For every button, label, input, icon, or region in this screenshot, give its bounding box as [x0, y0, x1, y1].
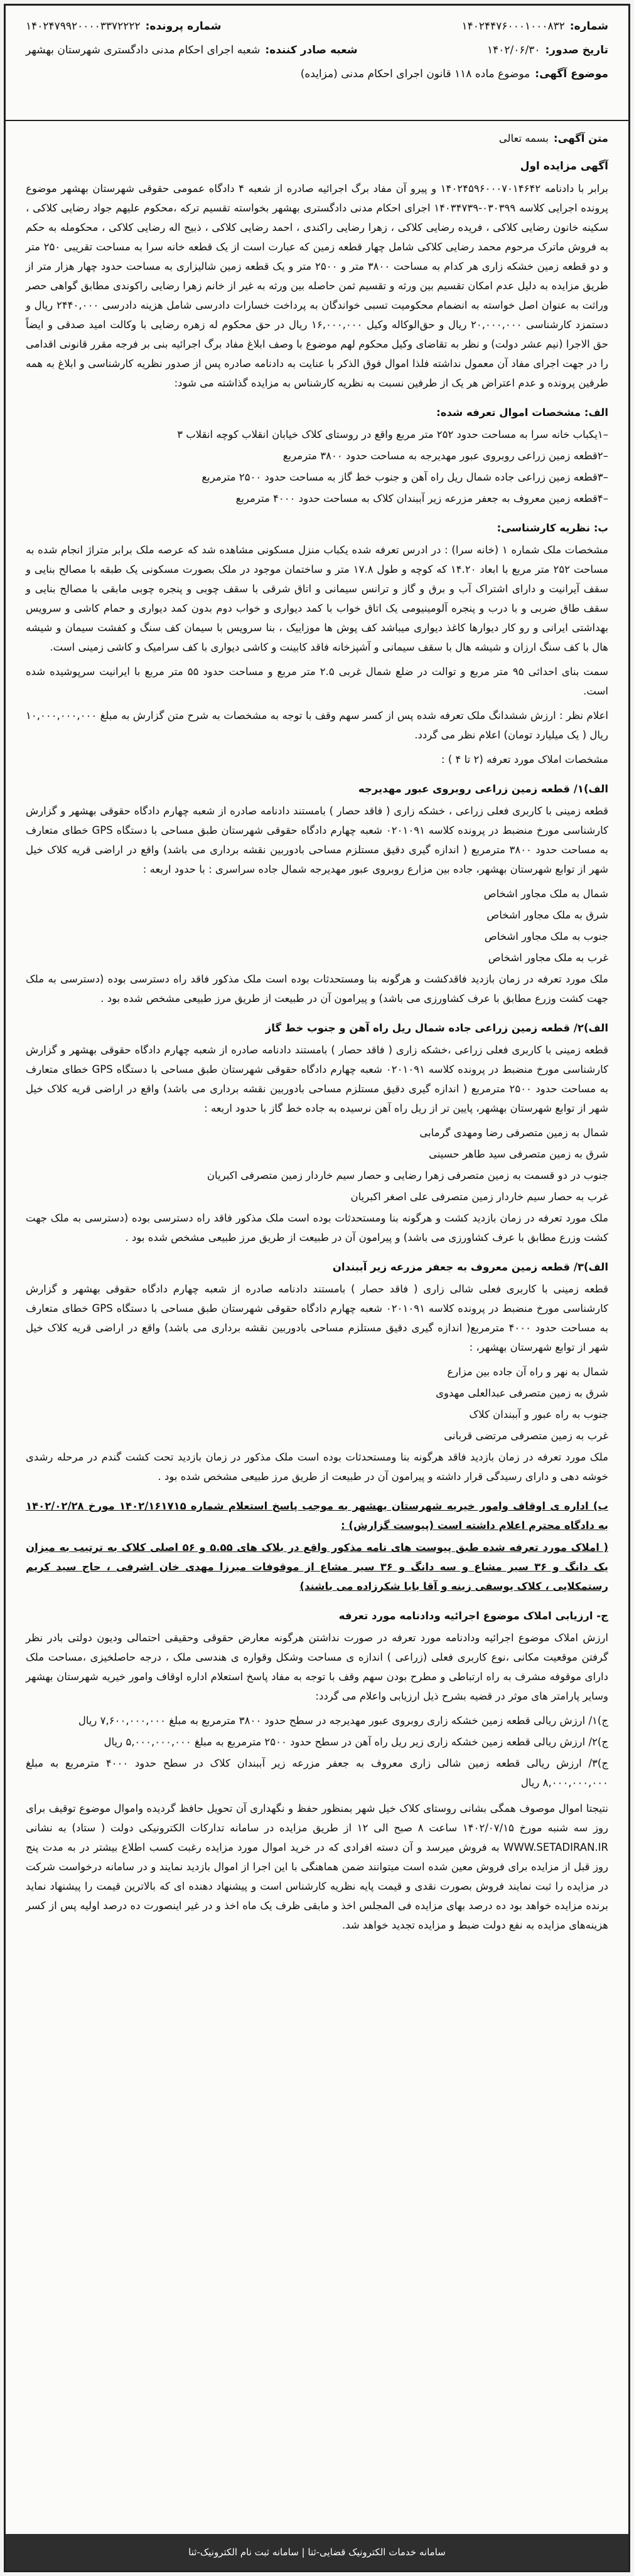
issue-date — [487, 38, 608, 62]
doc-number — [462, 14, 608, 38]
header-row-1 — [26, 14, 608, 38]
header-row-3 — [26, 62, 608, 86]
text-label: متن آگهی: — [554, 132, 608, 144]
valuation-item: ج)۱/ ارزش ریالی قطعه زمین خشکه زاری روبروی عبور مهدیرجه در سطح حدود ۳۸۰۰ مترمربع به مبلغ ۷,۶۰۰,۰۰۰,۰۰۰ ریال — [78, 1715, 608, 1727]
issuer-label: شعبه صادر کننده: — [265, 44, 358, 56]
plot-4-title: الف)۳/ قطعه زمین معروف به جعفر مزرعه زیر آببندان — [332, 1261, 608, 1273]
plot-3-description: قطعه زمینی با کاربری فعلی زراعی ،خشکه زاری ( فاقد حصار ) بامستند دادنامه صادره از شعبه چهارم دادگاه حقوقی بهشهر و گزارش کارشناسی مورخ منضبط در پرونده کلاسه ۰۲۰۱۰۹۱ شعبه چهارم دادگاه حقوقی شهرستان طبق مساحی با دستگاه GPS خطای متعارف به مساحت حدود ۲۵۰۰ مترمربع ( اندازه گیری دقیق مستلزم مساحی بادوربین نقشه برداری می باشد) واقع در اراضی قریه کلاک خیل شهر از توابع شهرستان بهشهر، پایین تر از ریل راه آهن نرسیده به جاده خط گاز با حدود اربعه : — [26, 1044, 609, 1114]
plot-4-boundary: شرق به زمین متصرفی عبدالعلی مهدوی — [436, 1387, 608, 1399]
notice-heading: آگهی مزایده اول — [520, 160, 608, 173]
notice-header — [6, 6, 628, 120]
plot-3-note: ملک مورد تعرفه در زمان بازدید کشت و هرگونه بنا ومستحدثات بوده است ملک مذکور فاقد راه دسترسی بوده (دسترسی به ملک جهت کشت وزرع مطابق با عرف کشاورزی می باشد) و پیرامون آن در طبیعت از طریق مرز طبیعی مشخص شده بود . — [26, 1212, 608, 1243]
issue-date-value: ۱۴۰۲/۰۶/۳۰ — [486, 44, 540, 56]
case-number-label: شماره پرونده: — [145, 20, 222, 33]
plot-3-title: الف)۲/ قطعه زمین زراعی جاده شمال ریل راه آهن و جنوب خط گاز — [265, 1022, 608, 1034]
section-a-item: –۱یکباب خانه سرا به مساحت حدود ۲۵۲ متر مربع واقع در روستای کلاک خیابان انقلاب کوچه انقلاب ۳ — [177, 428, 608, 440]
case-number-value: ۱۴۰۲۴۷۹۹۲۰۰۰۰۳۳۷۲۲۲۲ — [26, 20, 141, 33]
plot-3-boundary: جنوب در دو قسمت به زمین متصرفی زهرا رضایی و حصار سیم خاردار زمین متصرفی اکبریان — [207, 1169, 608, 1181]
plot-3-boundary: شرق به زمین متصرفی سید طاهر حسینی — [429, 1148, 608, 1160]
footer-text: سامانه خدمات الکترونیک قضایی-ثنا | سامانه ثبت نام الکترونیک-ثنا — [188, 2547, 446, 2558]
text-label-row — [26, 129, 608, 148]
plot-4-boundary: غرب به زمین متصرفی مرتضی قربانی — [444, 1430, 608, 1442]
section-c-paragraph: ارزش املاک موضوع اجرائیه ودادنامه مورد تعرفه در صورت نداشتن هرگونه معارض حقوقی وحقیقی احتمالی ودیون دولتی بادر نظر گرفتن موقعیت مکانی ،نوع کاربری فعلی (زراعی ) اندازه ی مساحت وشکل وقواره ی هندسی ملک ، درجه حاصلخیزی ،مساحت ملک دارای موقوفه مشرف به راه ارتباطی و مطرح بودن سهم وقف با توجه به مفاد پاسخ استعلام اداره اوقاف وامور خیریه شهرستان بهشهر وسایر پارامتر های موثر در قضیه بشرح ذیل ارزیابی واعلام می گردد: — [26, 1632, 608, 1702]
doc-number-value: ۱۴۰۲۴۴۷۶۰۰۰۱۰۰۰۸۳۲ — [461, 20, 565, 33]
plot-2-boundary: شمال به ملک مجاور اشخاص — [483, 888, 608, 900]
header-divider — [6, 120, 628, 121]
valuation-item: ج)۲/ ارزش ریالی قطعه زمین خشکه زاری زیر ریل راه آهن در سطح حدود ۲۵۰۰ مترمربع به مبلغ ۵,۰۰۰,۰۰۰,۰۰۰ ریال — [104, 1736, 608, 1748]
subject-label: موضوع آگهی: — [535, 68, 608, 80]
doc-number-label: شماره: — [569, 20, 608, 33]
section-a-item: –۴قطعه زمین معروف به جعفر مزرعه زیر آببندان کلاک به مساحت حدود ۴۰۰۰ مترمربع — [235, 492, 608, 504]
notice-page — [4, 4, 630, 2572]
waqf-section-title: ب) اداره ی اوقاف وامور خیریه شهرستان بهشهر به موجب پاسخ استعلام شماره ۱۴۰۲/۱۶۱۷۱۵ مورخ ۱۴۰۲/۰۲/۲۸ به دادگاه محترم اعلام داشته است (پیوست گزارش) : — [26, 1500, 608, 1531]
case-number — [26, 14, 221, 38]
issue-date-label: تاریخ صدور: — [545, 44, 608, 56]
plot-3-boundary: غرب به حصار سیم خاردار زمین متصرفی علی اصغر اکبریان — [350, 1191, 608, 1203]
section-b-paragraph: اعلام نظر : ارزش ششدانگ ملک تعرفه شده پس از کسر سهم وقف با توجه به مشخصات به شرح متن گزارش به مبلغ ۱۰,۰۰۰,۰۰۰,۰۰۰ ریال ( یک میلیارد تومان) اعلام نظر می گردد. — [26, 710, 608, 741]
issuer-value: شعبه اجرای احکام مدنی دادگستری شهرستان بهشهر — [26, 44, 261, 56]
plot-2-title: الف)۱/ قطعه زمین زراعی روبروی عبور مهدیرجه — [358, 783, 608, 795]
footer-bar — [6, 2534, 628, 2570]
plot-4-description: قطعه زمینی با کاربری فعلی شالی زاری ( فاقد حصار ) بامستند دادنامه صادره از شعبه چهارم دادگاه حقوقی بهشهر و گزارش کارشناسی مورخ منضبط در پرونده کلاسه ۰۲۰۱۰۹۱ شعبه چهارم دادگاه حقوقی شهرستان طبق مساحی با دستگاه GPS خطای متعارف به مساحت حدود ۴۰۰۰ مترمربع( اندازه گیری دقیق مستلزم مساحی بادوربین نقشه برداری می باشد) واقع در اراضی قریه کلاک خیل شهر از توابع شهرستان بهشهر، : — [26, 1283, 609, 1353]
section-a-item: –۲قطعه زمین زراعی روبروی عبور مهدیرجه به مساحت حدود ۳۸۰۰ مترمربع — [282, 450, 608, 462]
valuation-item: ج)۳/ ارزش ریالی قطعه زمین شالی زاری معروف به جعفر مزرعه زیر آببندان کلاک در سطح حدود ۴۰۰۰ مترمربع به مبلغ ۸,۰۰۰,۰۰۰,۰۰۰ ریال — [26, 1757, 608, 1789]
plot-2-boundary: غرب به ملک مجاور اشخاص — [488, 952, 608, 964]
section-b-title: ب: نظریه کارشناسی: — [497, 522, 608, 534]
subject — [301, 62, 608, 86]
text-value: بسمه تعالی — [498, 132, 549, 144]
plot-4-boundary: شمال به نهر و راه آن جاده بین مزارع — [447, 1366, 608, 1378]
plot-2-boundary: جنوب به ملک مجاور اشخاص — [484, 930, 608, 942]
waqf-section-text: ( املاک مورد تعرفه شده طبق پیوست های نامه مذکور واقع در بلاک های ۵.۵۵ و ۵۶ اصلی کلاک به ترتیب به میزان یک دانگ و ۳۶ سیر مشاع و سه دانگ و ۳۶ سیر مشاع از موقوفات میرزا مهدی خان اشرفی ، حاج سید کریم رستمکلایی ، کلاک یوسفی زینه و آقا بابا شکرزاده می باشند) — [26, 1541, 609, 1592]
plot-4-boundary: جنوب به راه عبور و آببندان کلاک — [469, 1408, 608, 1420]
plot-4-note: ملک مورد تعرفه در زمان بازدید فاقد هرگونه بنا ومستحدثات بوده است ملک مذکور در زمان بازدید تحت کشت گندم در مرحله رشدی خوشه دهی و دارای رسیدگی قرار داشته و پیرامون آن در طبیعت از طریق مرز طبیعی مشخص شده بود . — [26, 1451, 608, 1482]
section-a-item: –۳قطعه زمین زراعی جاده شمال ریل راه آهن و جنوب خط گاز به مساحت حدود ۲۵۰۰ مترمربع — [201, 471, 608, 483]
plot-2-description: قطعه زمینی با کاربری فعلی زراعی ، خشکه زاری ( فاقد حصار ) بامستند دادنامه صادره از شعبه چهارم دادگاه حقوقی بهشهر و گزارش کارشناسی مورخ منضبط در پرونده کلاسه ۰۲۰۱۰۹۱ شعبه چهارم دادگاه حقوقی شهرستان طبق مساحی با دستگاه GPS خطای متعارف به مساحت حدود ۳۸۰۰ مترمربع ( اندازه گیری دقیق مستلزم مساحی بادوربین نقشه برداری می باشد) واقع در اراضی قریه کلاک خیل شهر از توابع شهرستان بهشهر، جاده بین مزارع روبروی عبور مهدیرجه شمال جاده سراسری : با حدود اربعه : — [26, 805, 609, 875]
closing-paragraph: نتیجتا اموال موصوف همگی بشانی روستای کلاک خیل شهر بمنظور حفظ و نگهداری آن تحویل حافظ گردیده واموال موضوع توقیف برای روز سه شنبه مورخ ۱۴۰۲/۰۷/۱۵ ساعت ۸ صبح الی ۱۲ از طریق مزایده در سامانه تدارکات الکترونیکی دولت ( ستاد) به نشانی WWW.SETADIRAN.IR به فروش میرسد و آن دسته افرادی که در خرید اموال مورد مزایده رغبت کسب اطلاع بیشتر در به مدت پنج روز قبل از مزایده برای فروش معین شده است میتوانند ضمن هماهنگی با این اجرا از اموال بازدید نمایند و در سامانه درخواست شرکت در مزایده را ثبت نمایند فروش بصورت نقدی و قیمت پایه نظریه کارشناس است و پیشنهاد دهنده ای که بالاترین قیمت را پیشنهاد نماید برنده مزایده خواهد بود ده درصد بهای مزایده فی المجلس اخذ و مابقی ظرف یک ماه اخذ و در غیر اینصورت ده درصد اولیه پس از کسر هزینه‌های مزایده به نفع دولت ضبط و مزایده تجدید خواهد شد. — [26, 1802, 608, 1931]
section-b-paragraph: سمت بنای احداثی ۹۵ متر مربع و توالت در ضلع شمال غربی ۲.۵ متر مربع و مساحت حدود ۵۵ متر مربع با ایرانیت سرپوشیده شده است. — [26, 666, 608, 697]
issuer — [26, 38, 358, 62]
plot-2-note: ملک مورد تعرفه در زمان بازدید فاقدکشت و هرگونه بنا ومستحدثات بوده است ملک مذکور فاقد راه دسترسی بوده (دسترسی به ملک جهت کشت وزرع مطابق با عرف کشاورزی می باشد) و پیرامون آن در طبیعت از طریق مرز طبیعی مشخص شده بود . — [26, 973, 608, 1004]
header-row-2 — [26, 38, 608, 62]
section-b-paragraph: مشخصات املاک مورد تعرفه (۲ تا ۴ ) : — [441, 753, 608, 765]
plot-3-boundary: شمال به زمین متصرفی رضا ومهدی گرمابی — [419, 1127, 608, 1139]
intro-paragraph: برابر با دادنامه ۱۴۰۲۴۵۹۶۰۰۰۷۰۱۴۶۴۲ و پیرو آن مفاد برگ اجرائیه صادره از شعبه ۴ دادگاه عمومی حقوقی شهرستان بهشهر موضوع پرونده اجرایی کلاسه ۰۳۰۳۹۹-۱۴۰۳۴۷۳۹ اجرای احکام مدنی دادگستری بهشهر بخواسته تقسیم ترکه ،محکوم علیهم جواد رضایی کلاکی ، سکینه خانون رضایی کلاکی ، فریده رضایی کلاکی ، زهرا رضایی راکندی ، احمد رضایی کلاکی ، ذبیح اله رضایی کلاکی ، محکومله به حکم به فروش ماترک مرحوم محمد رضایی کلاکی شامل چهار قطعه زمین که عبارت است از یک قطعه خانه سرا به مساحت تقریبی ۲۵۰ متر و دو قطعه زمین خشکه زاری هر کدام به مساحت ۳۸۰۰ متر و ۲۵۰۰ متر و یک قطعه زمین شالیزاری به مساحت حدود چهار هزار متر از طریق مزایده به دلیل عدم امکان تقسیم بین ورثه و تقسیم ثمن حاصله بین ورثه به غیر از خانم زهرا رضایی راکوندی مطابق گواهی حصر وراثت به عنوان اصل خواسته به انضمام محکومیت تسبی خواندگان به پرداخت خسارات دادرسی شامل هزینه دادرسی ۲۴۴۰,۰۰۰ ریال و دستمزد کارشناسی ۲۰,۰۰۰,۰۰۰ ریال و حق‌الوکاله وکیل ۱۶,۰۰۰,۰۰۰ ریال در حق محکوم له زهره رضایی با وکالت امید صدقی و ایضاً حق الاجرا (نیم عشر دولت) و نظر به تقاضای وکیل محکوم لهم موضوع با وصف ابلاغ مفاد برگ اجرائیه بنی بر فرجه مقرر قانونی اقدامی را در جهت اجرای مفاد آن معمول نداشته فلذا اموال فوق الذکر با عنایت به دادنامه صادره پس از صدور نظریه کارشناسی و ابلاغ به همه طرفین پرونده و عدم اعتراض هر یک از طرفین نسبت به نظریه کارشناس به مزایده گذاشته می شود: — [26, 183, 608, 389]
plot-2-boundary: شرق به ملک مجاور اشخاص — [486, 909, 608, 921]
notice-body — [26, 129, 608, 2526]
section-c-title: ج- ارزیابی املاک موضوع اجرائیه ودادنامه مورد تعرفه — [338, 1610, 608, 1622]
subject-value: موضوع ماده ۱۱۸ قانون اجرای احکام مدنی (مزایده) — [300, 68, 530, 80]
section-a-title: الف: مشخصات اموال تعرفه شده: — [436, 407, 608, 418]
section-b-paragraph: مشخصات ملک شماره ۱ (خانه سرا) : در ادرس تعرفه شده یکباب منزل مسکونی مشاهده شد که عرصه ملک برابر متراژ انجام شده به مساحت ۲۵۲ متر مربع با ابعاد ۱۴.۲۰ که کوچه و طول ۱۷.۸ متر و ساختمان موجود در ملک بصورت مسکونی یک طبقه با مصالح بنایی و سقف آیرانیت و دارای اشتراک آب و برق و گاز و ترانس سیمانی و اتاق شرقی با سقف چوبی و پنجره چوبی مابقی با مصالح بنایی و سقف طاق ضربی و با درب و پنجره آلومینیومی یک اتاق خواب با کمد دیواری و خواب دوم بدون کمد دیواری و حمام کاشی و سرویس بهداشتی ایرانی و رو کار دیوارها کاغذ دیواری میباشد کف پوش ها موزاییک ، بنا سرویس با سیمان کف سنگ و کفشت سیمان و شیشه هال با کف سنگ ارزان و شیشه هال با سقف سیمانی و آشپزخانه فاقد کابینت و کاشی دیواری با کف سرامیک و کاشی زمینی است. — [26, 544, 609, 653]
